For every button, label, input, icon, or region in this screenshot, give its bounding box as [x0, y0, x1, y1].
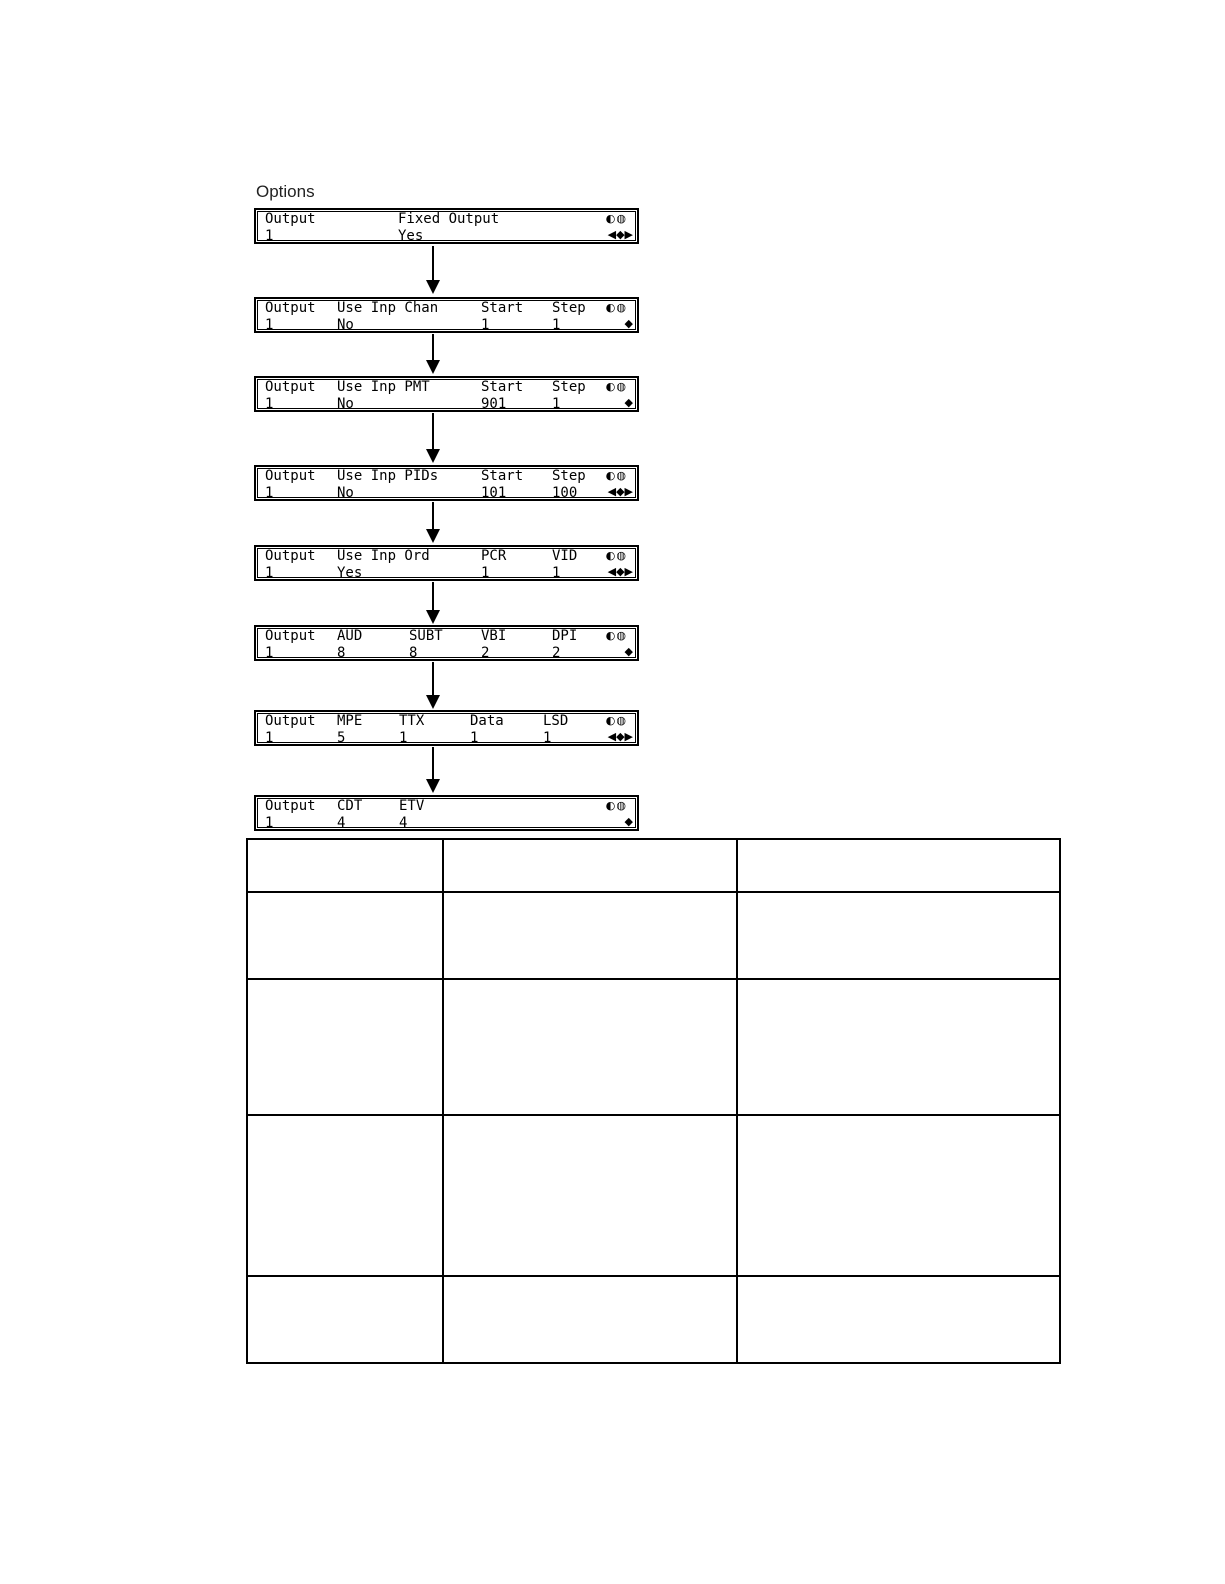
flow-arrow	[426, 582, 440, 624]
status-icon: ◐◍	[605, 212, 627, 225]
lcd-label-step: Step	[552, 379, 586, 395]
table-cell	[443, 1115, 737, 1276]
lcd-value-use-inp-pids: No	[337, 485, 354, 501]
lcd-label-vbi: VBI	[481, 628, 507, 644]
lcd-value-output: 1	[265, 730, 274, 746]
table-cell	[443, 892, 737, 979]
status-icon: ◐◍	[605, 629, 627, 642]
lcd-value-output: 1	[265, 485, 274, 501]
flow-arrow	[426, 334, 440, 374]
table-cell	[737, 839, 1060, 892]
table-cell	[247, 892, 443, 979]
table-cell	[247, 839, 443, 892]
lcd-label-etv: ETV	[399, 798, 425, 814]
section-title: Options	[256, 182, 315, 201]
lcd-label-output: Output	[265, 211, 316, 227]
lcd-value-cdt: 4	[337, 815, 346, 831]
table-row	[247, 839, 1060, 892]
lcd-label-ttx: TTX	[399, 713, 425, 729]
lcd-screen-use-inp-pids	[254, 465, 639, 501]
lcd-value-etv: 4	[399, 815, 408, 831]
lcd-label-output: Output	[265, 628, 316, 644]
table-cell	[443, 1276, 737, 1363]
lcd-screen-fixed-output	[254, 208, 639, 244]
lcd-label-output: Output	[265, 548, 316, 564]
nav-arrows-icon: ◀◆▶	[607, 730, 633, 743]
lcd-value-output: 1	[265, 317, 274, 333]
lcd-label-start: Start	[481, 468, 524, 484]
lcd-value-output: 1	[265, 396, 274, 412]
table-cell	[443, 839, 737, 892]
nav-arrows-icon: ◀◆▶	[607, 228, 633, 241]
lcd-label-subt: SUBT	[409, 628, 443, 644]
lcd-value-aud: 8	[337, 645, 346, 661]
status-icon: ◐◍	[605, 469, 627, 482]
lcd-screen-use-inp-pmt	[254, 376, 639, 412]
lcd-label-fixed-output: Fixed Output	[398, 211, 500, 227]
status-icon: ◐◍	[605, 380, 627, 393]
lcd-value-output: 1	[265, 565, 274, 581]
lcd-screen-mpe-ttx	[254, 710, 639, 746]
lcd-value-pcr: 1	[481, 565, 490, 581]
lcd-label-output: Output	[265, 379, 316, 395]
table-row	[247, 892, 1060, 979]
nav-diamond-icon: ◆	[624, 815, 633, 828]
table-cell	[247, 1115, 443, 1276]
lcd-value-use-inp-chan: No	[337, 317, 354, 333]
lcd-label-dpi: DPI	[552, 628, 578, 644]
lcd-screen-aud-subt	[254, 625, 639, 661]
table-cell	[443, 979, 737, 1115]
table-cell	[737, 892, 1060, 979]
lcd-value-use-inp-pmt: No	[337, 396, 354, 412]
table-row	[247, 1276, 1060, 1363]
lcd-value-subt: 8	[409, 645, 418, 661]
lcd-value-lsd: 1	[543, 730, 552, 746]
lcd-label-step: Step	[552, 300, 586, 316]
flow-arrow	[426, 413, 440, 463]
lcd-label-data: Data	[470, 713, 504, 729]
lcd-label-use-inp-pids: Use Inp PIDs	[337, 468, 439, 484]
nav-arrows-icon: ◀◆▶	[607, 485, 633, 498]
lcd-label-output: Output	[265, 468, 316, 484]
lcd-label-mpe: MPE	[337, 713, 363, 729]
nav-diamond-icon: ◆	[624, 317, 633, 330]
lcd-screen-use-inp-ord	[254, 545, 639, 581]
flow-arrow	[426, 246, 440, 294]
status-icon: ◐◍	[605, 549, 627, 562]
lcd-label-use-inp-ord: Use Inp Ord	[337, 548, 430, 564]
lcd-label-pcr: PCR	[481, 548, 507, 564]
lcd-value-start: 901	[481, 396, 507, 412]
table-cell	[737, 1115, 1060, 1276]
status-icon: ◐◍	[605, 301, 627, 314]
lcd-value-vbi: 2	[481, 645, 490, 661]
lcd-label-use-inp-pmt: Use Inp PMT	[337, 379, 430, 395]
flow-arrow	[426, 502, 440, 543]
lcd-value-dpi: 2	[552, 645, 561, 661]
lcd-label-output: Output	[265, 713, 316, 729]
nav-arrows-icon: ◀◆▶	[607, 565, 633, 578]
lcd-label-use-inp-chan: Use Inp Chan	[337, 300, 439, 316]
lcd-value-step: 1	[552, 317, 561, 333]
flow-arrow	[426, 747, 440, 793]
lcd-label-cdt: CDT	[337, 798, 363, 814]
nav-diamond-icon: ◆	[624, 645, 633, 658]
lcd-label-output: Output	[265, 300, 316, 316]
lcd-screen-cdt-etv	[254, 795, 639, 831]
lcd-value-step: 100	[552, 485, 578, 501]
nav-diamond-icon: ◆	[624, 396, 633, 409]
status-icon: ◐◍	[605, 714, 627, 727]
status-icon: ◐◍	[605, 799, 627, 812]
lcd-label-vid: VID	[552, 548, 578, 564]
lcd-value-ttx: 1	[399, 730, 408, 746]
options-table	[246, 838, 1061, 1364]
lcd-label-output: Output	[265, 798, 316, 814]
lcd-value-vid: 1	[552, 565, 561, 581]
lcd-label-start: Start	[481, 300, 524, 316]
lcd-value-step: 1	[552, 396, 561, 412]
table-row	[247, 979, 1060, 1115]
table-cell	[247, 1276, 443, 1363]
table-cell	[247, 979, 443, 1115]
lcd-value-data: 1	[470, 730, 479, 746]
lcd-value-start: 101	[481, 485, 507, 501]
flow-arrow	[426, 662, 440, 709]
table-row	[247, 1115, 1060, 1276]
lcd-value-mpe: 5	[337, 730, 346, 746]
lcd-label-aud: AUD	[337, 628, 363, 644]
lcd-value-fixed-output: Yes	[398, 228, 424, 244]
lcd-screen-use-inp-chan	[254, 297, 639, 333]
lcd-value-output: 1	[265, 815, 274, 831]
lcd-label-step: Step	[552, 468, 586, 484]
lcd-label-lsd: LSD	[543, 713, 569, 729]
lcd-value-output: 1	[265, 228, 274, 244]
lcd-value-output: 1	[265, 645, 274, 661]
lcd-value-start: 1	[481, 317, 490, 333]
lcd-label-start: Start	[481, 379, 524, 395]
lcd-value-use-inp-ord: Yes	[337, 565, 363, 581]
table-cell	[737, 1276, 1060, 1363]
table-cell	[737, 979, 1060, 1115]
